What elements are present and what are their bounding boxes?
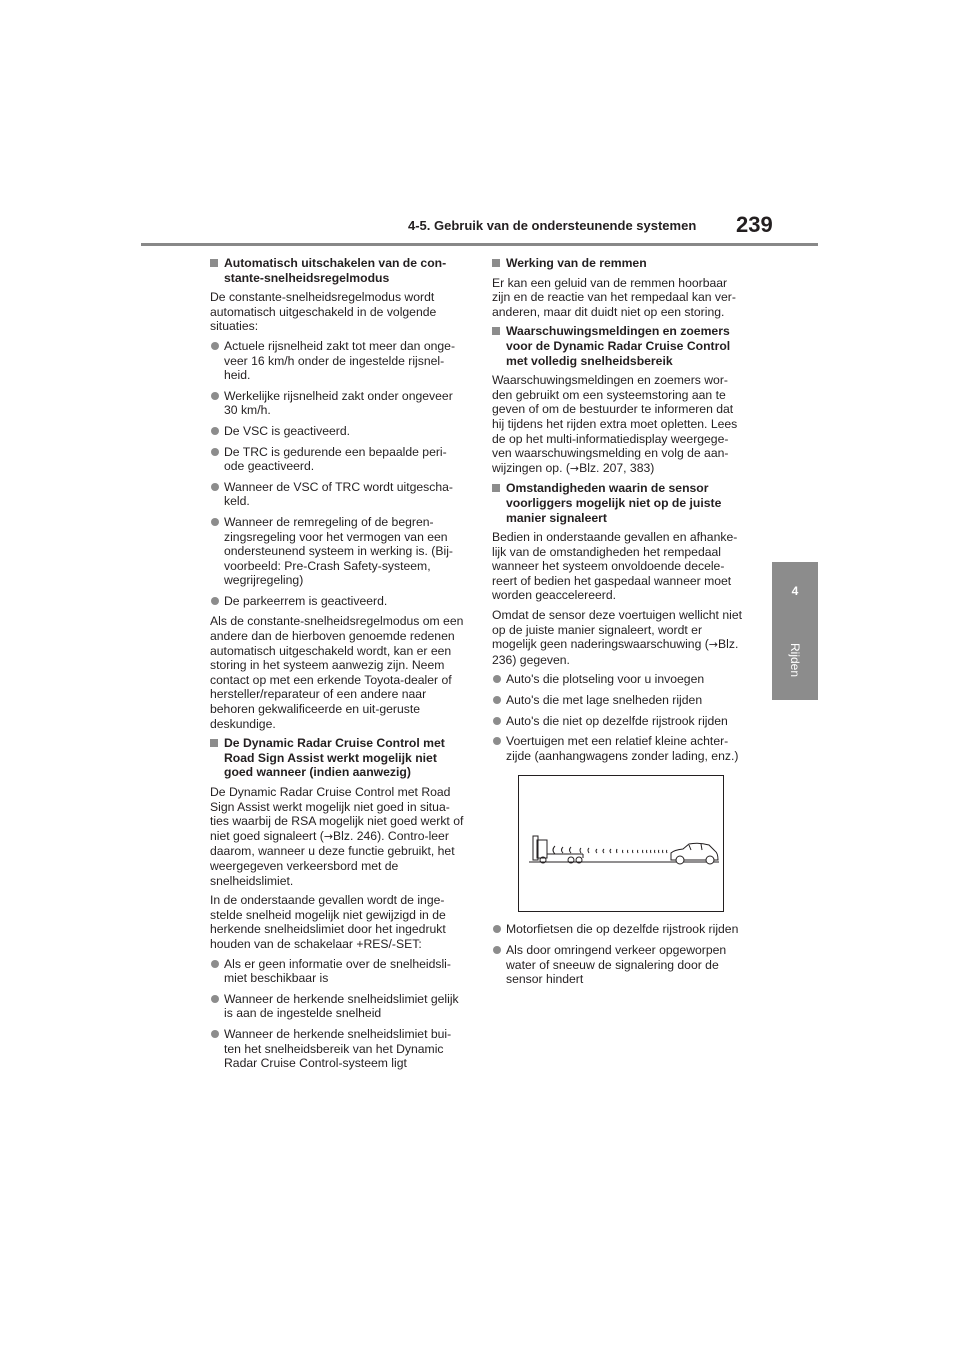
list-item: Auto's die niet op dezelfde rijstrook rijden <box>492 714 748 729</box>
list-item: Als er geen informatie over de snelheidsli-miet beschikbaar is <box>210 957 466 986</box>
paragraph: Bedien in onderstaande gevallen en afhanke-lijk van de omstandigheden het rempedaal wanneer het systeem onvoldoende decele-reert of bedien het gaspedaal wanneer moet worden geaccelereerd. <box>492 530 738 603</box>
paragraph: Omdat de sensor deze voertuigen wellicht niet op de juiste manier signaleert, wordt er mogelijk geen naderingswaarschuwing (→Blz. 236) gegeven. <box>492 608 742 667</box>
section-header-title: 4-5. Gebruik van de ondersteunende systemen <box>408 218 697 233</box>
list-item: De TRC is gedurende een bepaalde peri-ode geactiveerd. <box>210 445 466 474</box>
arrow-icon: → <box>569 461 580 475</box>
paragraph: Er kan een geluid van de remmen hoorbaar zijn en de reactie van het rempedaal kan ver-anderen, maar dit duidt niet op een storing. <box>492 275 736 319</box>
page-reference-link[interactable]: Blz. 236 <box>492 637 739 667</box>
list-item: Auto's die plotseling voor u invoegen <box>492 672 748 687</box>
chapter-label-text: Rijden <box>788 642 802 678</box>
list-item: Als door omringend verkeer opgeworpen water of sneeuw de signalering door de sensor hindert <box>492 943 748 987</box>
paragraph: Als de constante-snelheidsregelmodus om een andere dan de hierboven genoemde redenen automatisch uitgeschakeld wordt, kan er een storing in het systeem aanwezig zijn. Neem contact op met een erkende Toyota-dealer of hersteller/reparateur of een andere naar behoren gekwalificeerde en uit-geruste deskundige. <box>210 614 464 731</box>
car-icon <box>671 844 718 865</box>
paragraph: De Dynamic Radar Cruise Control met Road Sign Assist werkt mogelijk niet goed in situa-ties waarbij de RSA mogelijk niet goed werkt of niet goed signaleert (→Blz. 246). Contro-leer daarom, wanneer u deze functie gebruikt, het weergegeven verkeersbord met de snelheidslimiet. <box>210 785 464 888</box>
list-item: Wanneer de VSC of TRC wordt uitgescha-keld. <box>210 480 466 509</box>
list-item: Auto's die met lage snelheden rijden <box>492 693 748 708</box>
truck-trailer-radar-figure <box>519 776 725 913</box>
list-item: De parkeerrem is geactiveerd. <box>210 594 466 609</box>
paragraph: De constante-snelheidsregelmodus wordt automatisch uitgeschakeld in de volgende situaties: <box>210 290 437 334</box>
section-heading-sensor-detection: Omstandigheden waarin de sensor voorliggers mogelijk niet op de juiste manier signaleert <box>492 481 748 525</box>
header-divider <box>141 243 818 246</box>
list-item: Wanneer de remregeling of de begren-zingsregeling voor het vermogen van een ondersteunend systeem in werking is. (Bij-voorbeeld: Pre-Crash Safety-systeem, wegrijregeling) <box>210 515 466 588</box>
trailer-truck-icon <box>533 836 583 863</box>
paragraph: Waarschuwingsmeldingen en zoemers wor-den gebruikt om een systeemstoring aan te geven of om de bestuurder te informeren dat hij tijdens het rijden extra moet opletten. Lees de op het multi-informatiedisplay weergege-ven waarschuwingsmelding en volg de aan-wijzingen op. (→Blz. 207, 383) <box>492 373 738 475</box>
chapter-number-tab[interactable]: 4 <box>772 562 818 620</box>
right-column <box>492 256 748 993</box>
left-column <box>210 256 466 1077</box>
list-item: Werkelijke rijsnelheid zakt onder ongeveer 30 km/h. <box>210 389 466 418</box>
section-heading-auto-disable: Automatisch uitschakelen van de con-stante-snelheidsregelmodus <box>210 256 466 285</box>
page-reference-link[interactable]: Blz. 207, 383 <box>579 460 651 475</box>
list-item: Wanneer de herkende snelheidslimiet bui-ten het snelheidsbereik van het Dynamic Radar Cruise Control-systeem ligt <box>210 1027 466 1071</box>
page-number: 239 <box>736 212 773 237</box>
section-heading-brakes: Werking van de remmen <box>492 256 748 271</box>
section-heading-road-sign-assist: De Dynamic Radar Cruise Control met Road Sign Assist werkt mogelijk niet goed wanneer (indien aanwezig) <box>210 736 466 780</box>
paragraph: In de onderstaande gevallen wordt de inge-stelde snelheid mogelijk niet gewijzigd in de herkende snelheidslimiet door het ingedrukt houden van de schakelaar +RES/-SET: <box>210 893 446 951</box>
arrow-icon: → <box>708 638 719 652</box>
page-reference-link[interactable]: Blz. 246 <box>333 828 378 843</box>
radar-trailer-illustration <box>518 775 724 912</box>
list-item: De VSC is geactiveerd. <box>210 424 466 439</box>
chapter-label-tab[interactable] <box>772 620 818 700</box>
list-item: Voertuigen met een relatief kleine achter-zijde (aanhangwagens zonder lading, enz.) <box>492 734 748 763</box>
arrow-icon: → <box>323 829 334 843</box>
section-heading-warnings: Waarschuwingsmeldingen en zoemers voor de Dynamic Radar Cruise Control met volledig snelheidsbereik <box>492 324 748 368</box>
list-item: Motorfietsen die op dezelfde rijstrook rijden <box>492 922 748 937</box>
list-item: Wanneer de herkende snelheidslimiet gelijk is aan de ingestelde snelheid <box>210 992 466 1021</box>
list-item: Actuele rijsnelheid zakt tot meer dan onge-veer 16 km/h onder de ingestelde rijsnel-heid. <box>210 339 466 383</box>
radar-wave-icon <box>553 846 667 854</box>
